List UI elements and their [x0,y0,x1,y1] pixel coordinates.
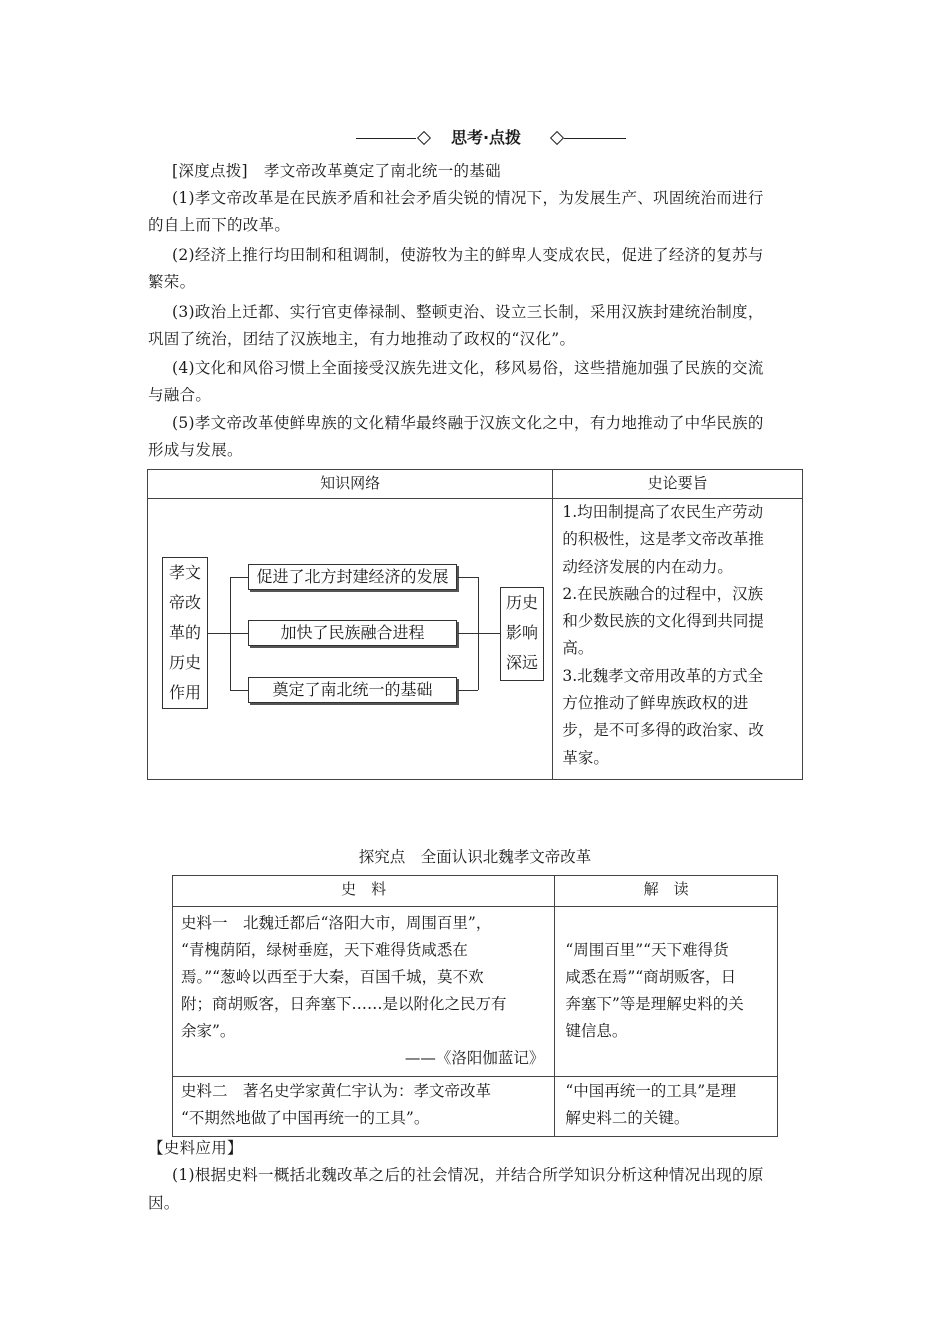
reading-line: 解史料二的关键。 [565,1109,690,1127]
summary-line: 的积极性，这是孝文帝改革推 [562,530,764,549]
summary-line: 革家。 [562,748,609,767]
summary-line: 和少数民族的文化得到共同提 [562,612,764,631]
diamond-icon [550,131,564,145]
reading-two-cell [555,1077,778,1137]
source-line: “青槐荫陌，绿树垂庭，天下难得货咸悉在 [181,941,468,959]
application-label: 【史料应用】 [148,1139,243,1157]
box-line: 影响 [505,623,538,642]
source-one-cell [173,907,555,1077]
reading-line: 键信息。 [565,1022,628,1040]
connector [230,690,248,691]
section-heading [356,126,636,150]
point-line: (3)政治上迁都、实行官吏俸禄制、整顿吏治、设立三长制，采用汉族封建统治制度， [172,303,764,321]
key-points-cell [553,499,803,780]
deep-tip-label: [深度点拨] [172,162,248,180]
summary-line: 动经济发展的内在动力。 [562,557,733,576]
reform-role-box [162,557,208,709]
far-reaching-box [500,587,544,681]
connector [478,633,500,634]
point-line: 与融合。 [148,386,212,404]
source-line: 史料一 北魏迁都后“洛阳大市，周围百里”， [181,914,492,932]
box-line: 历史 [505,593,538,612]
reading-line: 咸悉在焉”“商胡贩客，日 [565,968,737,986]
point-line: (5)孝文帝改革使鲜卑族的文化精华最终融于汉族文化之中，有力地推动了中华民族的 [172,414,764,432]
branch-box-unification: 奠定了南北统一的基础 [248,677,457,703]
knowledge-diagram-cell [148,499,553,780]
summary-line: 方位推动了鲜卑族政权的进 [562,694,749,713]
point-line: (4)文化和风俗习惯上全面接受汉族先进文化，移风易俗，这些措施加强了民族的交流 [172,359,764,377]
point-line: 繁荣。 [148,273,196,291]
source-line: “不期然地做了中国再统一的工具”。 [181,1109,430,1127]
connector [458,577,478,578]
point-line: 形成与发展。 [148,441,243,459]
source-two-cell [173,1077,555,1137]
box-line: 作用 [168,683,201,702]
reading-line: “周围百里”“天下难得货 [565,941,729,959]
summary-line: 步，是不可多得的政治家、改 [562,721,764,740]
summary-line: 2.在民族融合的过程中，汉族 [562,584,764,603]
heading-rule-left [356,138,416,139]
reading-one-cell [555,907,778,1077]
summary-line: 高。 [562,639,594,658]
box-line: 帝改 [168,593,201,612]
source-line: 史料二 著名史学家黄仁宇认为：孝文帝改革 [181,1082,492,1100]
source-citation: ——《洛阳伽蓝记》 [404,1049,545,1067]
point-line: (2)经济上推行均田制和租调制，使游牧为主的鲜卑人变成农民，促进了经济的复苏与 [172,246,764,264]
key-points-header: 史论要旨 [553,470,803,499]
knowledge-network-header: 知识网络 [148,470,553,499]
point-line: 的自上而下的改革。 [148,216,291,234]
connector [458,690,478,691]
box-line: 孝文 [168,563,201,582]
source-table [172,875,778,1137]
point-line: 巩固了统治，团结了汉族地主，有力地推动了政权的“汉化”。 [148,330,576,348]
summary-line: 3.北魏孝文帝用改革的方式全 [562,666,764,685]
deep-tip-title-line [172,158,501,185]
connector [208,633,230,634]
connector [230,633,248,634]
box-line: 历史 [168,653,201,672]
question-line: 因。 [148,1194,180,1212]
source-line: 焉。”“葱岭以西至于大秦，百国千城，莫不欢 [181,968,484,986]
branch-box-fusion: 加快了民族融合进程 [248,620,457,646]
source-header: 史 料 [173,876,555,907]
question-line: (1)根据史料一概括北魏改革之后的社会情况，并结合所学知识分析这种情况出现的原 [172,1166,764,1184]
knowledge-table [147,469,803,780]
connector [230,577,248,578]
summary-line: 1.均田制提高了农民生产劳动 [562,503,764,521]
source-line: 余家”。 [181,1022,236,1040]
reading-line: “中国再统一的工具”是理 [565,1082,737,1100]
branch-box-economy: 促进了北方封建经济的发展 [248,564,457,590]
box-line: 深远 [505,653,538,672]
section-heading-text: 思考·点拨 [450,128,522,147]
heading-rule-right [564,138,626,139]
reading-header: 解 读 [555,876,778,907]
inquiry-caption: 探究点 全面认识北魏孝文帝改革 [358,848,592,866]
deep-tip-title: 孝文帝改革奠定了南北统一的基础 [263,162,501,180]
point-line: (1)孝文帝改革是在民族矛盾和社会矛盾尖锐的情况下，为发展生产、巩固统治而进行 [172,189,764,207]
connector [458,633,478,634]
source-line: 附；商胡贩客，日奔塞下……是以附化之民万有 [181,995,507,1013]
box-line: 革的 [168,623,201,642]
reading-line: 奔塞下”等是理解史料的关 [565,995,744,1013]
